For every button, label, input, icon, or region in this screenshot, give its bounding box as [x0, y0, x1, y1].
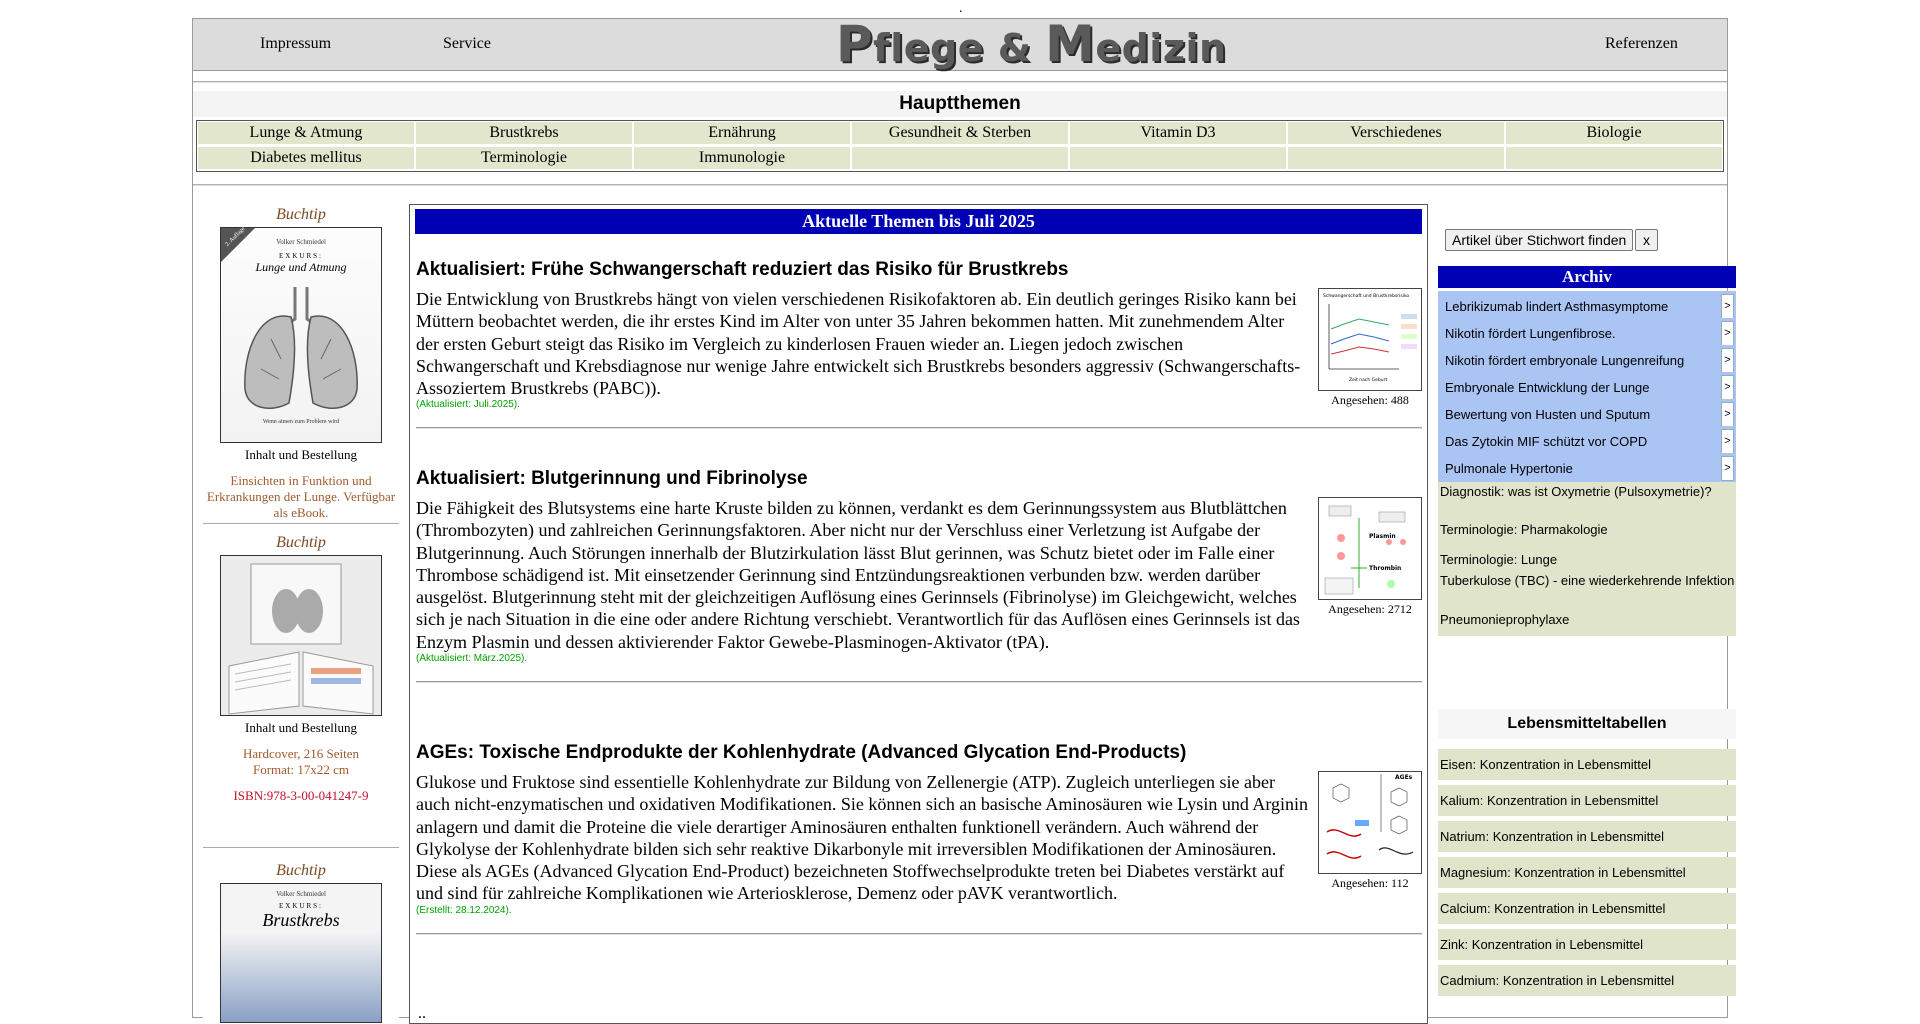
theme-link[interactable]: Diabetes mellitus: [198, 147, 414, 169]
article-text: Die Entwicklung von Brustkrebs hängt von vielen verschiedenen Risikofaktoren ab. Ein deutlich geringes Risiko kann bei Müttern beobachtet werden, die ihr erstes Kind im Alter von unter 35 Jahren bekommen hatten. Mit zunehmendem Alter der ersten Geburt steigt das Risiko im Vergleich zu kinderlosen Frauen wieder an. Liegen jedoch zwischen Schwangerschaft und Krebsdiagnose nur wenige Jahre entwickelt sich Brustkrebs besonders aggressiv (Schwangerschafts-Assoziertem Brustkrebs (PABC)).: [416, 289, 1301, 399]
chevron-right-icon[interactable]: >: [1721, 375, 1734, 400]
lungs-illustration: [231, 279, 371, 419]
book-order-link[interactable]: Inhalt und Bestellung: [245, 720, 357, 735]
coagulation-diagram-thumbnail: [1319, 498, 1421, 599]
book-tip-hardcover: [203, 533, 399, 804]
food-table-link[interactable]: Cadmium: Konzentration in Lebensmittel: [1438, 965, 1736, 996]
book-description: Einsichten in Funktion und Erkrankungen der Lunge. Verfügbar als eBook.: [206, 473, 396, 520]
current-topics-banner: Aktuelle Themen bis Juli 2025: [415, 209, 1422, 234]
article-title[interactable]: AGEs: Toxische Endprodukte der Kohlenhydrate (Advanced Glycation End-Products): [416, 742, 1187, 763]
topic-link[interactable]: Pneumonieprophylaxe: [1438, 603, 1736, 636]
view-count: Angesehen: 488: [1331, 393, 1409, 407]
search-clear-button[interactable]: x: [1635, 229, 1658, 251]
food-table-link[interactable]: Zink: Konzentration in Lebensmittel: [1438, 929, 1736, 960]
theme-link[interactable]: Lunge & Atmung: [198, 122, 414, 144]
archive-item-label: Lebrikizumab lindert Asthmasymptome: [1445, 299, 1669, 314]
main-themes-title: Hauptthemen: [193, 91, 1727, 117]
food-tables-title: Lebensmitteltabellen: [1438, 709, 1736, 739]
archive-item-label: Nikotin fördert Lungenfibrose.: [1445, 326, 1616, 341]
site-header: [193, 15, 1727, 73]
archive-item-label: Bewertung von Husten und Sputum: [1445, 407, 1651, 422]
article-image[interactable]: [1318, 288, 1422, 391]
article-thumbnail[interactable]: [1318, 288, 1422, 407]
article-text: Die Fähigkeit des Blutsystems eine harte Kruste bilden zu können, verdankt es dem Gerinnungssystem aus Blutblättchen (Thrombozyten) und zahlreichen Gerinnungsfaktoren. Aber nicht nur der Verschluss einer Verletzung ist Aufgabe der Blutgerinnung. Auch Störungen innerhalb der Blutzirkulation lässt Blut gerinnen, was Schutz bietet oder im Falle einer Thrombose schädigend ist. Mit einsetzender Gerinnung sind Entzündungsreaktionen verbunden bzw. werden darüber ausgelöst. Blutgerinnung steht mit der gleichzeitigen Auflösung eines Gerinnsels (Fibrinolyse) im Gleichgewicht, welches sich je nach Situation in die eine oder andere Richtung verschiebt. Verantwortlich für das Auflösen eines Gerinnsels ist das Enzym Plasmin und dessen aktivierender Faktor Gewebe-Plasminogen-Aktivator (tPA).: [416, 498, 1300, 652]
cover-author: Volker Schmiedel: [276, 238, 326, 246]
book-cover-open[interactable]: [220, 555, 382, 716]
book-description: Hardcover, 216 Seiten Format: 17x22 cm: [242, 746, 360, 777]
chevron-right-icon[interactable]: >: [1721, 402, 1734, 427]
chevron-right-icon[interactable]: >: [1721, 429, 1734, 454]
cover-title: Brustkrebs: [262, 910, 340, 930]
page-frame: [192, 15, 1735, 1022]
thumb-thrombin-label: Thrombin: [1369, 565, 1402, 572]
book-tip-label: Buchtip: [276, 862, 326, 879]
article-title[interactable]: Aktualisiert: Frühe Schwangerschaft reduziert das Risiko für Brustkrebs: [416, 259, 1069, 280]
divider: [203, 523, 399, 524]
food-table-link[interactable]: Kalium: Konzentration in Lebensmittel: [1438, 785, 1736, 816]
chevron-right-icon[interactable]: >: [1721, 456, 1734, 481]
nav-impressum[interactable]: Impressum: [260, 35, 332, 52]
nav-service[interactable]: Service: [443, 35, 491, 52]
article-thumbnail[interactable]: [1318, 497, 1422, 616]
theme-link[interactable]: Ernährung: [634, 122, 850, 144]
thumb-axis-label: Zeit nach Geburt: [1349, 378, 1388, 383]
site-logo[interactable]: [836, 15, 1227, 73]
article-image[interactable]: [1318, 771, 1422, 874]
archive-title: Archiv: [1438, 266, 1736, 288]
archive-item-label: Nikotin fördert embryonale Lungenreifung: [1445, 353, 1685, 368]
topic-link[interactable]: Terminologie: Pharmakologie: [1438, 513, 1736, 546]
theme-link[interactable]: Biologie: [1506, 122, 1722, 144]
divider: [416, 681, 1422, 683]
logo-letter-p: P: [836, 15, 874, 73]
book-tip-lunge: [203, 205, 399, 521]
view-count: Angesehen: 112: [1331, 876, 1409, 890]
book-order-link[interactable]: Inhalt und Bestellung: [245, 447, 357, 462]
food-table-link[interactable]: Eisen: Konzentration in Lebensmittel: [1438, 749, 1736, 780]
keyword-search-button[interactable]: Artikel über Stichwort finden: [1445, 229, 1633, 251]
thumb-plasmin-label: Plasmin: [1369, 533, 1396, 540]
article-title[interactable]: Aktualisiert: Blutgerinnung und Fibrinolyse: [416, 468, 808, 489]
archive-item[interactable]: [1438, 453, 1736, 484]
archive-item-label: Das Zytokin MIF schützt vor COPD: [1445, 434, 1648, 449]
article: [416, 741, 1422, 935]
cover-series: EXKURS:: [279, 902, 323, 910]
book-isbn: ISBN:978-3-00-041247-9: [233, 788, 369, 803]
theme-link: [852, 147, 1068, 169]
article-text: Glukose und Fruktose sind essentielle Kohlenhydrate zur Bildung von Zellenergie (ATP). Zugleich unterliegen sie aber auch nicht-enzymatischen und oxidativen Modifikationen. Sie können sich an basische Aminosäuren wie Lysin und Arginin anlagern und damit die Proteine die viele derartiger Aminosäuren enthalten funktionell verändern. Auch während der Glykolyse der Kohlenhydrate bilden sich sehr reaktive Dikarbonyle mit irreversiblen Modifikationen der Aminosäuren. Diese als AGEs (Advanced Glycation End-Product) bezeichneten Stoffwechselprodukte treten bei Diabetes verstärkt auf und sind für zahlreiche Komplikationen wie Arteriosklerose, Demenz oder pAVK verantwortlich.: [416, 772, 1308, 904]
book-cover-lunge[interactable]: [220, 227, 382, 443]
theme-link: [1288, 147, 1504, 169]
logo-letter-m: M: [1045, 15, 1096, 73]
article-date: (Aktualisiert: Juli.2025).: [416, 399, 520, 411]
topic-link[interactable]: Terminologie: Lunge: [1438, 543, 1736, 576]
chevron-right-icon[interactable]: >: [1721, 294, 1734, 319]
theme-link: [1070, 147, 1286, 169]
cover-badge: 2. Auflage: [224, 226, 247, 248]
book-tip-label: Buchtip: [276, 534, 326, 551]
thumb-ages-label: AGEs: [1395, 774, 1413, 781]
article-date: (Aktualisiert: März.2025).: [416, 653, 528, 665]
archive-item-label: Embryonale Entwicklung der Lunge: [1445, 380, 1650, 395]
ages-chemistry-thumbnail: [1319, 772, 1421, 873]
theme-link[interactable]: Vitamin D3: [1070, 122, 1286, 144]
theme-link[interactable]: Terminologie: [416, 147, 632, 169]
line-chart-thumbnail: [1319, 289, 1421, 390]
theme-link[interactable]: Immunologie: [634, 147, 850, 169]
article-image[interactable]: [1318, 497, 1422, 600]
cover-series: EXKURS:: [279, 252, 323, 260]
article: [416, 467, 1422, 683]
article-thumbnail[interactable]: [1318, 771, 1422, 890]
book-cover-brustkrebs[interactable]: [220, 883, 382, 1023]
main-content: [409, 204, 1428, 1024]
chevron-right-icon[interactable]: >: [1721, 321, 1734, 346]
chevron-right-icon[interactable]: >: [1721, 348, 1734, 373]
food-table-link[interactable]: Magnesium: Konzentration in Lebensmittel: [1438, 857, 1736, 888]
cover-subtitle: Wenn atmen zum Problem wird: [262, 419, 340, 425]
divider: [193, 184, 1727, 186]
book-tip-brustkrebs: [203, 861, 399, 1023]
divider: [416, 933, 1422, 935]
divider: [416, 427, 1422, 429]
theme-link[interactable]: Brustkrebs: [416, 122, 632, 144]
logo-text-2: edizin: [1095, 26, 1227, 70]
cover-author: Volker Schmiedel: [276, 890, 326, 898]
more-indicator: ..: [418, 1005, 426, 1022]
theme-link: [1506, 147, 1722, 169]
food-table-link[interactable]: Calcium: Konzentration in Lebensmittel: [1438, 893, 1736, 924]
divider: [203, 847, 399, 848]
cover-title: Lunge und Atmung: [255, 260, 347, 274]
view-count: Angesehen: 2712: [1328, 602, 1412, 616]
logo-text-1: flege &: [873, 26, 1046, 70]
article: [416, 258, 1422, 429]
topic-link[interactable]: Diagnostik: was ist Oxymetrie (Pulsoxymetrie)?: [1438, 482, 1736, 515]
open-book-illustration: [221, 556, 381, 716]
book-tip-label: Buchtip: [276, 206, 326, 223]
thumb-title: Schwangerschaft und Brustkrebsrisiko: [1323, 294, 1410, 299]
theme-link[interactable]: Gesundheit & Sterben: [852, 122, 1068, 144]
top-dot: .: [959, 1, 963, 16]
food-table-link[interactable]: Natrium: Konzentration in Lebensmittel: [1438, 821, 1736, 852]
main-themes-grid: [196, 120, 1724, 172]
divider: [193, 81, 1727, 83]
theme-link[interactable]: Verschiedenes: [1288, 122, 1504, 144]
topic-link[interactable]: Tuberkulose (TBC) - eine wiederkehrende Infektion: [1438, 571, 1736, 604]
nav-referenzen[interactable]: Referenzen: [1605, 35, 1678, 52]
article-date: (Erstellt: 28.12.2024).: [416, 904, 512, 916]
archive-item-label: Pulmonale Hypertonie: [1445, 461, 1573, 476]
